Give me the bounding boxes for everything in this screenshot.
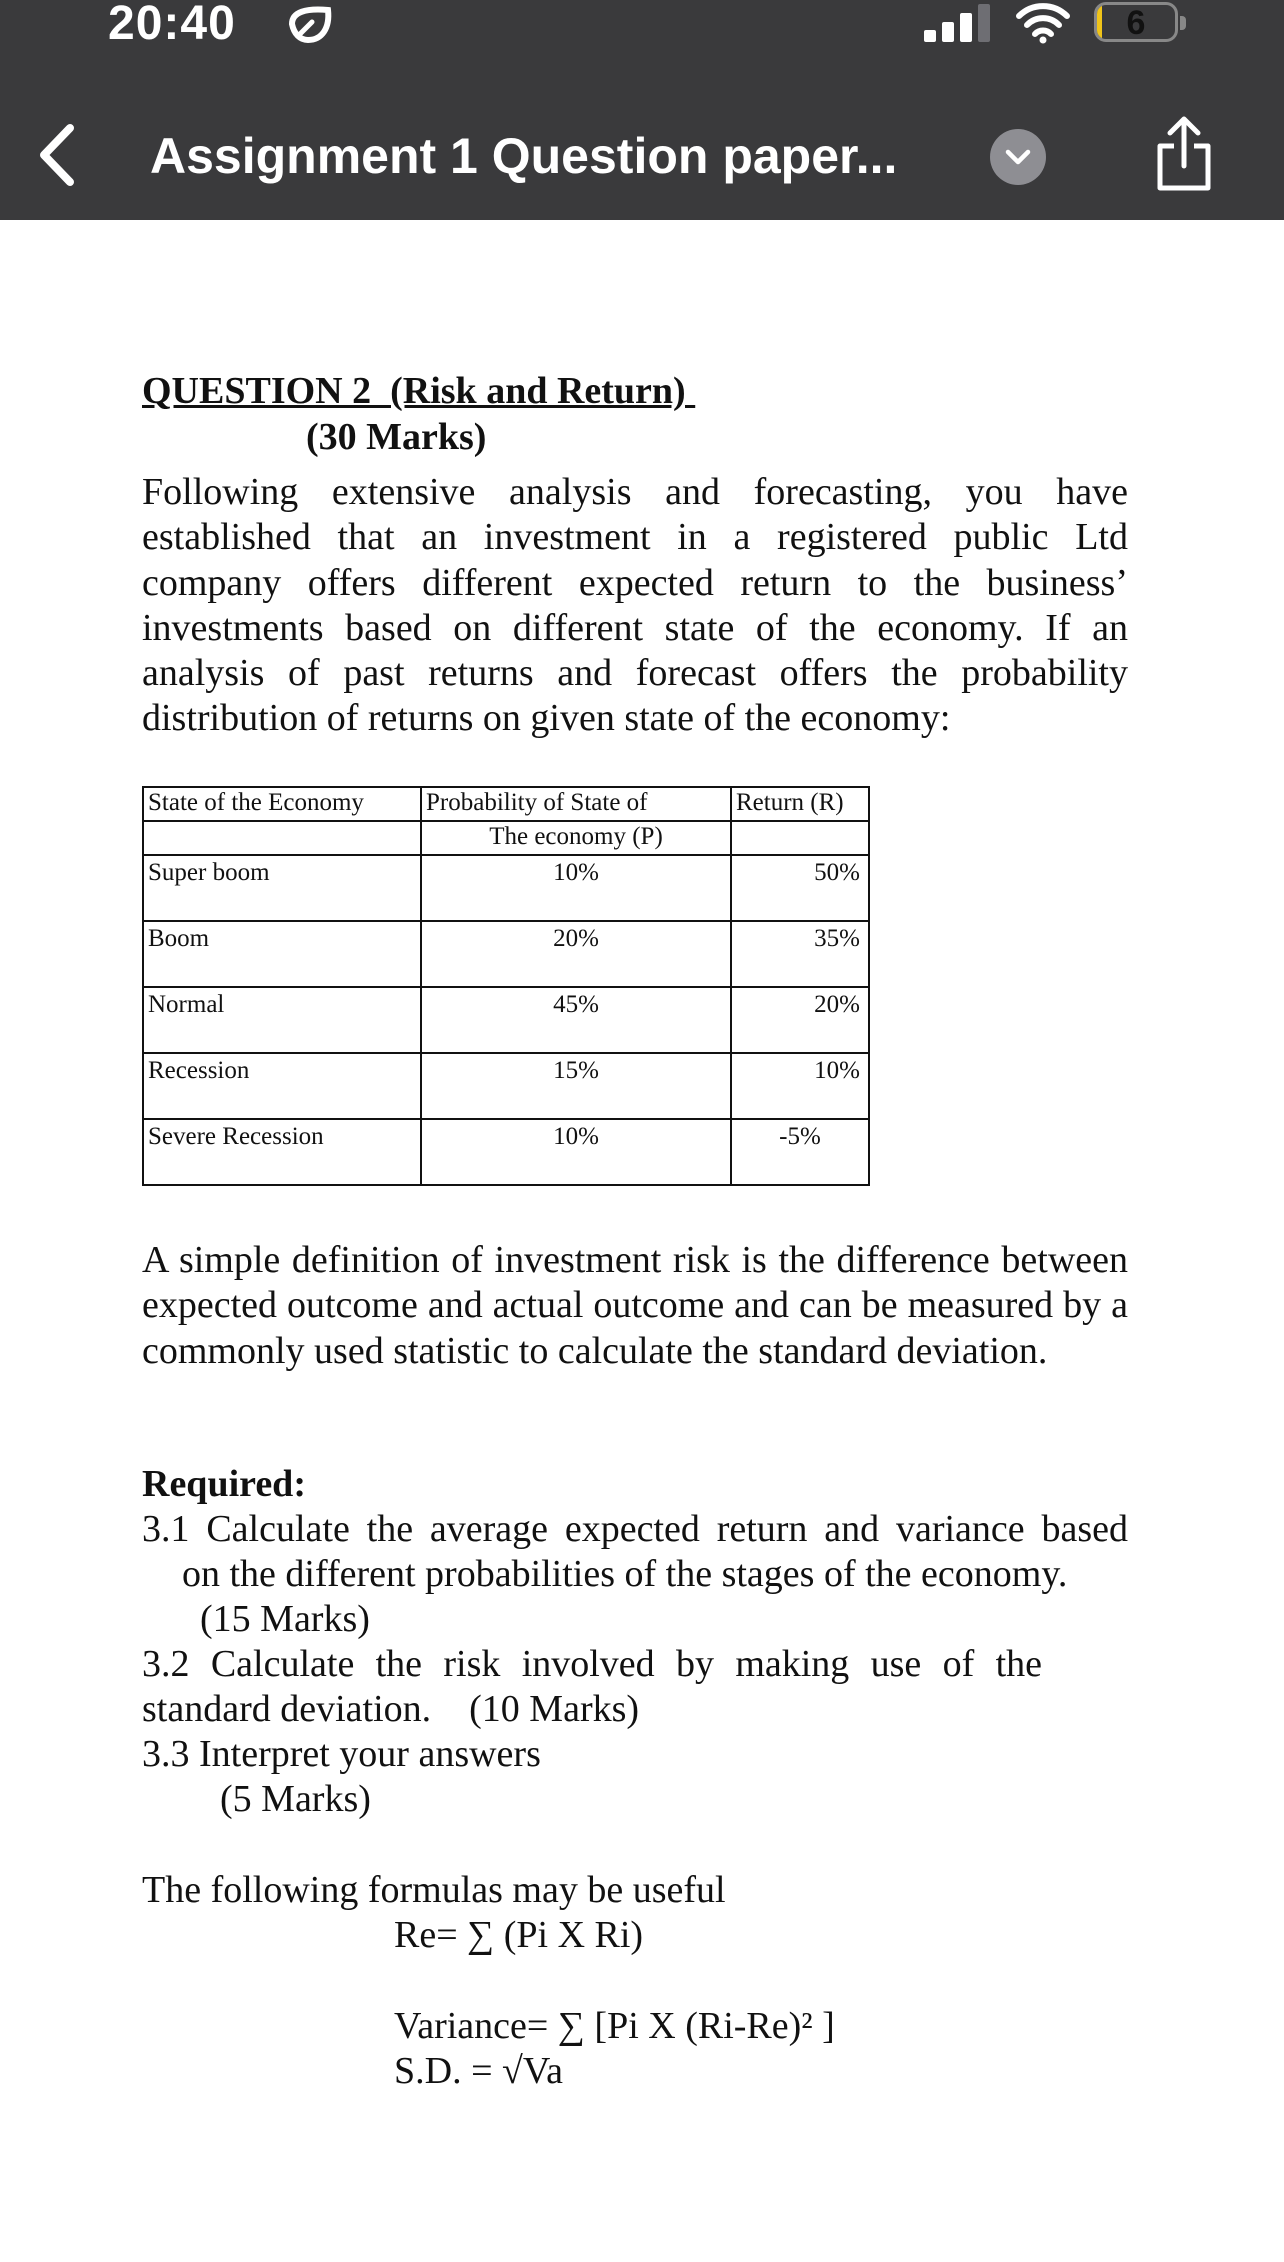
- cell-probability: 15%: [421, 1053, 731, 1119]
- share-icon[interactable]: [1152, 116, 1216, 192]
- question-3-1-continued: on the different probabilities of the stages of the economy.: [182, 1553, 1068, 1595]
- cellular-signal-icon: [922, 2, 992, 44]
- variance-formula: Variance= ∑ [Pi X (Ri-Re)² ]: [394, 2005, 835, 2047]
- expected-return-formula: Re= ∑ (Pi X Ri): [394, 1914, 644, 1956]
- cell-probability: 10%: [421, 855, 731, 921]
- question-3-3-marks: (5 Marks): [220, 1778, 371, 1820]
- wifi-icon: [1016, 2, 1070, 44]
- table-row: [143, 987, 869, 1053]
- required-heading: Required:: [142, 1463, 306, 1505]
- cell-state: Super boom: [143, 855, 421, 921]
- cell-return: 10%: [731, 1053, 869, 1119]
- header-probability-line1: Probability of State of: [426, 789, 648, 816]
- battery-tip: [1180, 16, 1186, 30]
- cell-return: -5%: [731, 1119, 869, 1185]
- question-3-3: 3.3 Interpret your answers: [142, 1733, 541, 1775]
- table-row: [143, 1119, 869, 1185]
- cell-state: Normal: [143, 987, 421, 1053]
- cell-return: 50%: [731, 855, 869, 921]
- cell-state: Severe Recession: [143, 1119, 421, 1185]
- subheader-empty-1: [143, 821, 421, 855]
- cell-probability: 10%: [421, 1119, 731, 1185]
- formulas-heading: The following formulas may be useful: [142, 1869, 726, 1911]
- intro-paragraph: Following extensive analysis and forecasting, you have established that an investment in a registered public Ltd company offers different expected return to the business’ investments based on different state of the economy. If an analysis of past returns and forecast offers the probability distribution of returns on given state of the economy:: [142, 471, 1128, 740]
- question-3-1-marks: (15 Marks): [200, 1598, 370, 1640]
- table-row: [143, 921, 869, 987]
- cell-state: Boom: [143, 921, 421, 987]
- table-row: [143, 855, 869, 921]
- header-state: State of the Economy: [143, 787, 421, 821]
- table-header-row: [143, 787, 869, 821]
- status-time: 20:40: [108, 0, 236, 48]
- economy-table: [142, 786, 870, 1186]
- cell-state: Recession: [143, 1053, 421, 1119]
- question-3-1: 3.1 Calculate the average expected return and variance based: [142, 1508, 1128, 1550]
- cell-probability: 45%: [421, 987, 731, 1053]
- header-return: Return (R): [731, 787, 869, 821]
- cell-return: 35%: [731, 921, 869, 987]
- header-probability-line2: The economy (P): [421, 821, 731, 855]
- cell-return: 20%: [731, 987, 869, 1053]
- focus-leaf-icon: [288, 4, 334, 44]
- battery-level: 6: [1126, 4, 1146, 42]
- top-bar: [0, 0, 1284, 220]
- question-title: QUESTION 2 (Risk and Return): [142, 370, 696, 412]
- standard-deviation-formula: S.D. = √Va: [394, 2050, 563, 2092]
- table-subheader-row: [143, 821, 869, 855]
- title-menu-chevron-icon[interactable]: [990, 129, 1046, 185]
- question-3-2: 3.2 Calculate the risk involved by making use of the: [142, 1643, 1042, 1685]
- cell-probability: 20%: [421, 921, 731, 987]
- back-chevron-icon[interactable]: [36, 124, 76, 186]
- table-row: [143, 1053, 869, 1119]
- risk-definition-paragraph: A simple definition of investment risk is the difference between expected outcome and actual outcome and can be measured by a commonly used statistic to calculate the standard deviation.: [142, 1239, 1128, 1372]
- document-title[interactable]: Assignment 1 Question paper...: [150, 128, 898, 184]
- question-marks: (30 Marks): [306, 416, 487, 458]
- battery-icon: [1094, 2, 1178, 42]
- question-3-2-continued: standard deviation. (10 Marks): [142, 1688, 640, 1730]
- subheader-empty-3: [731, 821, 869, 855]
- header-probability: [421, 787, 731, 821]
